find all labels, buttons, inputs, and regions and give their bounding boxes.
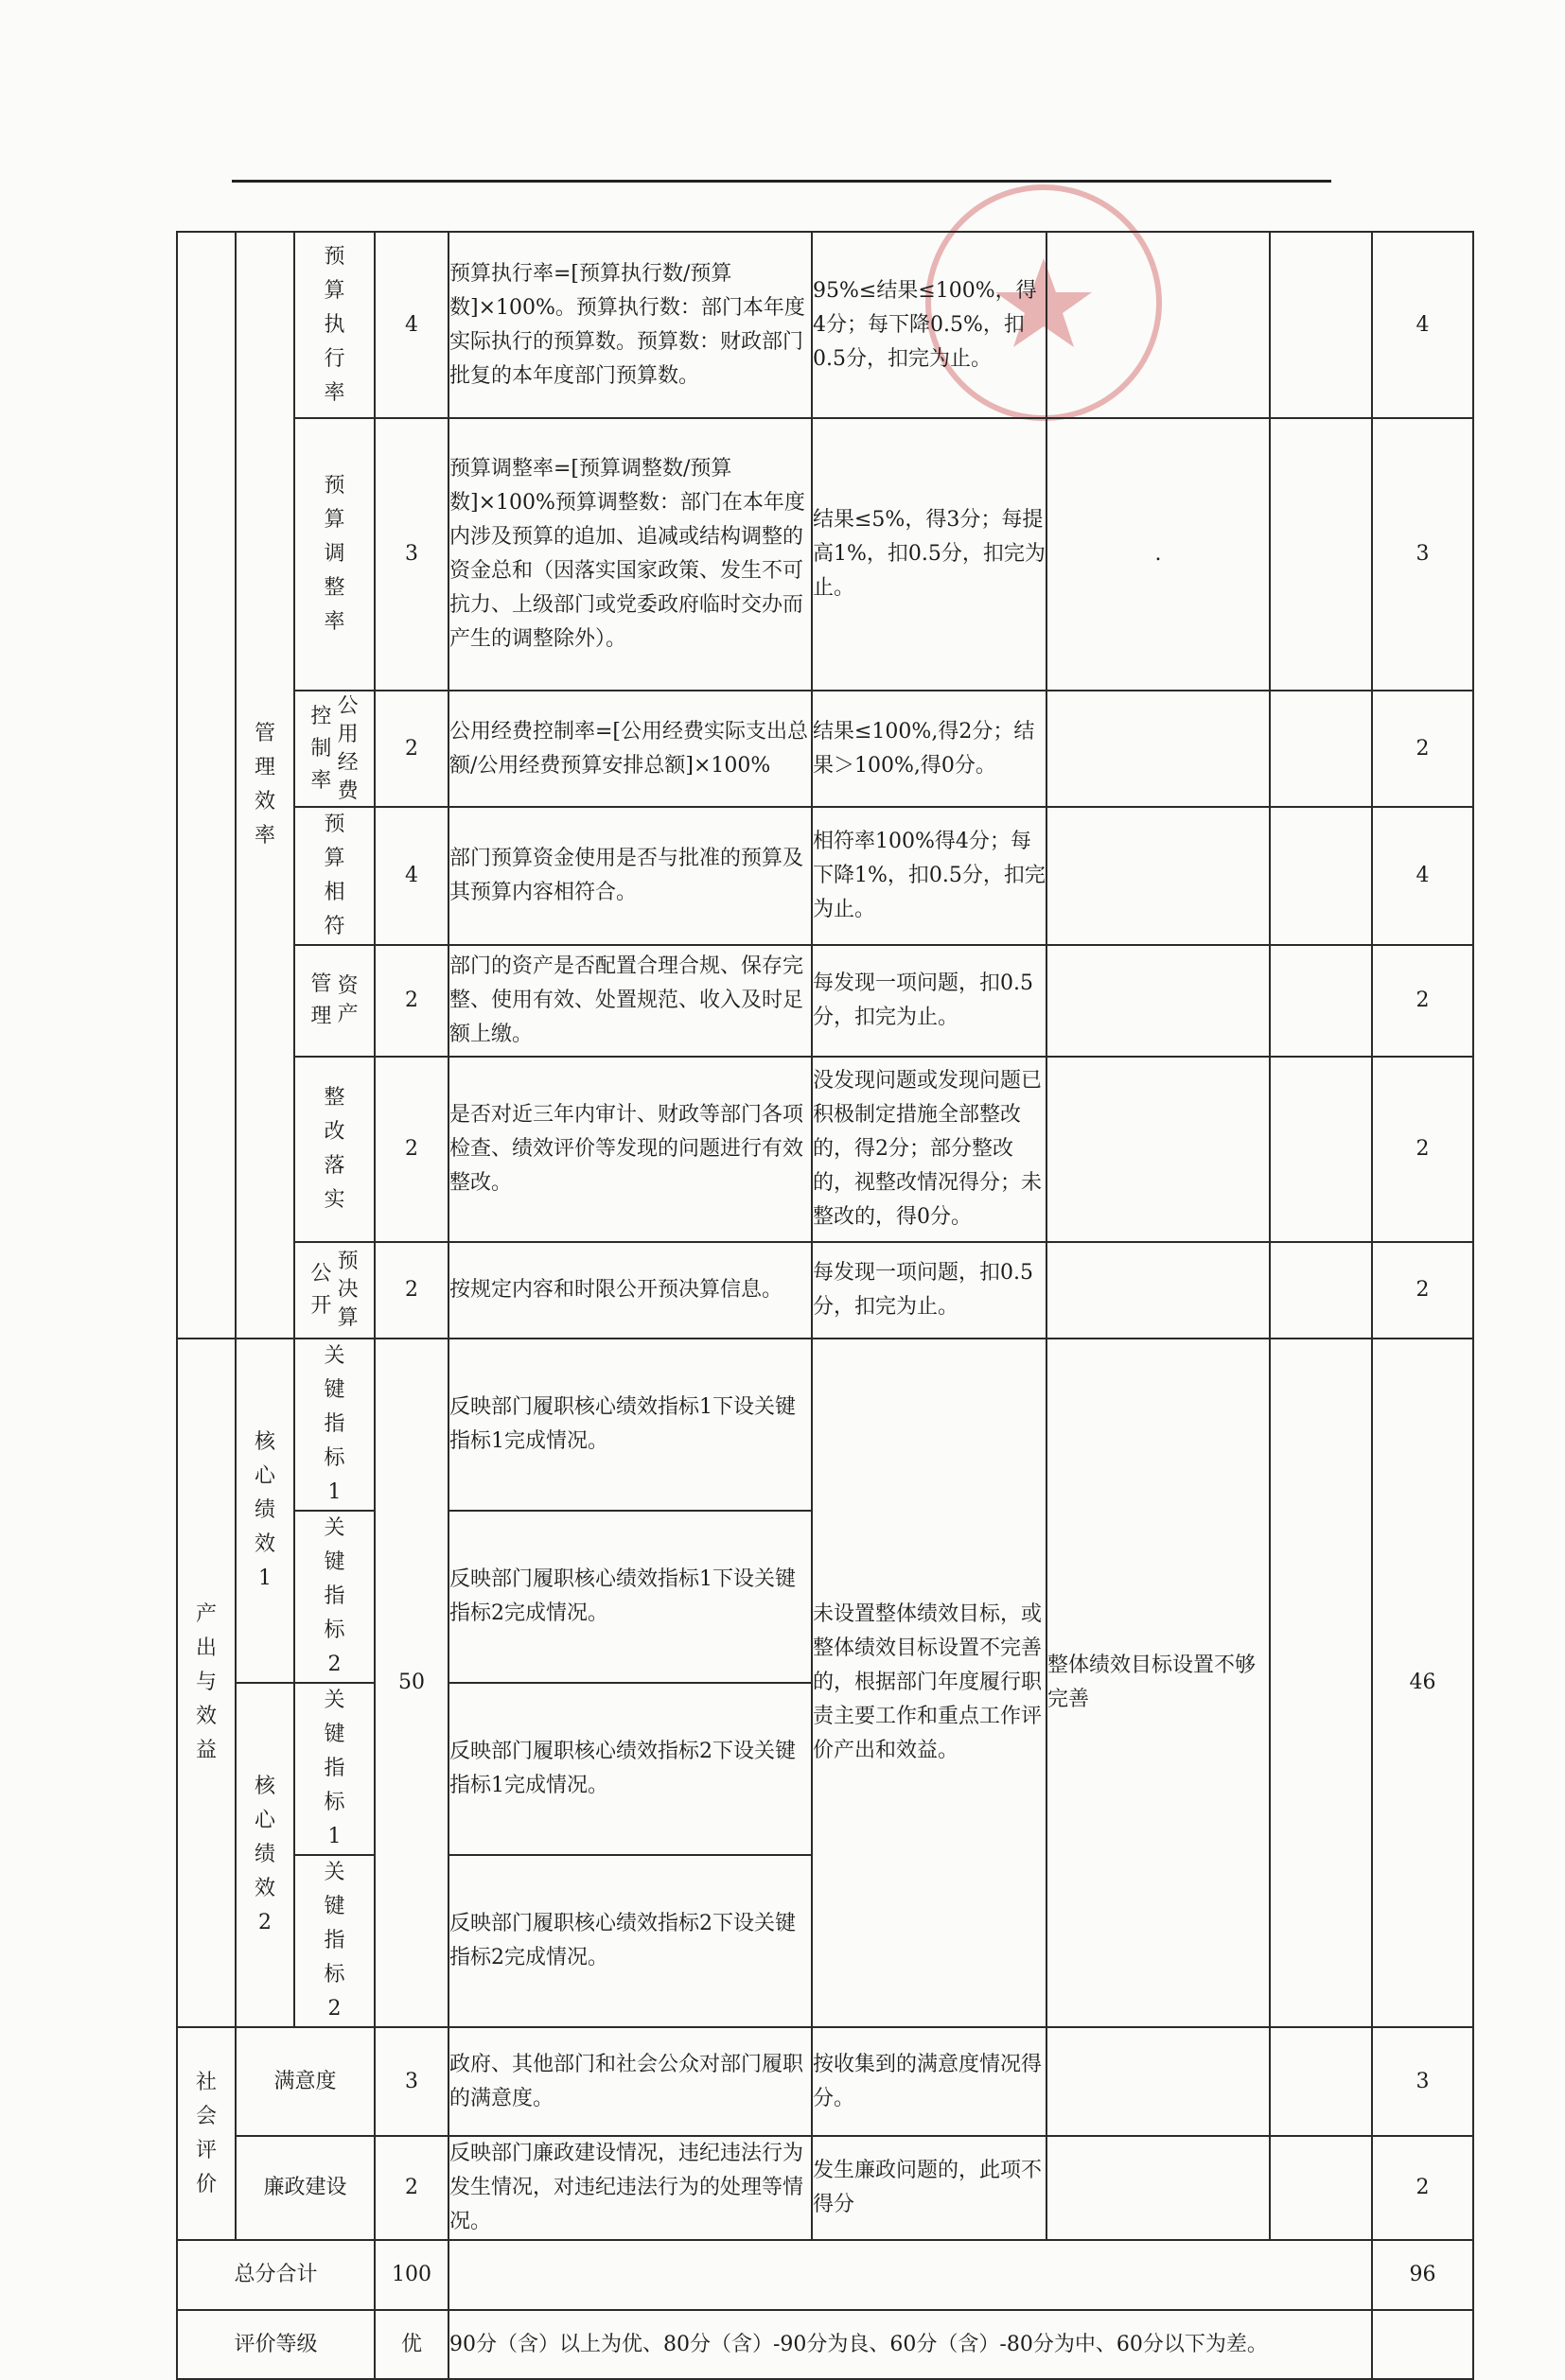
- score-cell: 3: [1372, 418, 1473, 691]
- row-budget-execution: [177, 232, 1473, 418]
- group-management-efficiency: 管理效率: [236, 232, 294, 1339]
- total-score: 96: [1372, 2240, 1473, 2310]
- output-weight-cell: 50: [375, 1339, 448, 2027]
- standard-cell: 每发现一项问题，扣0.5分，扣完为止。: [812, 945, 1046, 1057]
- score-cell: 2: [1372, 691, 1473, 807]
- problem-cell: [1046, 1057, 1270, 1242]
- weight-cell: 4: [375, 232, 448, 418]
- score-cell: 2: [1372, 945, 1473, 1057]
- output-score-cell: 46: [1372, 1339, 1473, 2027]
- indicator-budget-execution: 预算执行率: [294, 232, 375, 418]
- formula-cell: 反映部门履职核心绩效指标1下设关键指标2完成情况。: [448, 1511, 812, 1683]
- formula-cell: 反映部门廉政建设情况，违纪违法行为发生情况，对违纪违法行为的处理等情况。: [448, 2136, 812, 2240]
- weight-cell: 2: [375, 1242, 448, 1339]
- indicator-budget-disclosure: 公开 预决算: [294, 1242, 375, 1339]
- weight-cell: 3: [375, 2027, 448, 2136]
- problem-cell: [1046, 2027, 1270, 2136]
- indicator-satisfaction: 满意度: [236, 2027, 375, 2136]
- row-satisfaction: [177, 2027, 1473, 2136]
- blank-cell: [1270, 418, 1372, 691]
- row-budget-consistency: [177, 807, 1473, 945]
- formula-cell: 部门的资产是否配置合理合规、保存完整、使用有效、处置规范、收入及时足额上缴。: [448, 945, 812, 1057]
- total-weight: 100: [375, 2240, 448, 2310]
- score-cell: 2: [1372, 2136, 1473, 2240]
- indicator-key-1-2: 关键指标2: [294, 1511, 375, 1683]
- group-social-evaluation: 社会评价: [177, 2027, 236, 2240]
- problem-cell: [1046, 945, 1270, 1057]
- weight-cell: 4: [375, 807, 448, 945]
- row-budget-disclosure: [177, 1242, 1473, 1339]
- weight-cell: 2: [375, 691, 448, 807]
- problem-cell: [1046, 2136, 1270, 2240]
- formula-cell: 反映部门履职核心绩效指标1下设关键指标1完成情况。: [448, 1339, 812, 1511]
- row-rectification: [177, 1057, 1473, 1242]
- standard-cell: 相符率100%得4分；每下降1%，扣0.5分，扣完为止。: [812, 807, 1046, 945]
- row-total: [177, 2240, 1473, 2310]
- indicator-rectification: 整改落实: [294, 1057, 375, 1242]
- grade-value: 优: [375, 2310, 448, 2379]
- standard-cell: 结果≤100%,得2分；结果＞100%,得0分。: [812, 691, 1046, 807]
- formula-cell: 反映部门履职核心绩效指标2下设关键指标2完成情况。: [448, 1855, 812, 2027]
- formula-cell: 政府、其他部门和社会公众对部门履职的满意度。: [448, 2027, 812, 2136]
- weight-cell: 3: [375, 418, 448, 691]
- score-cell: 2: [1372, 1057, 1473, 1242]
- blank-cell: [448, 2240, 1372, 2310]
- group-output-benefit: 产出与效益: [177, 1339, 236, 2027]
- standard-cell: 95%≤结果≤100%，得4分；每下降0.5%，扣0.5分，扣完为止。: [812, 232, 1046, 418]
- standard-cell: 没发现问题或发现问题已积极制定措施全部整改的，得2分；部分整改的，视整改情况得分；未整改的，得0分。: [812, 1057, 1046, 1242]
- standard-cell: 结果≤5%，得3分；每提高1%，扣0.5分，扣完为止。: [812, 418, 1046, 691]
- grade-label: 评价等级: [177, 2310, 375, 2379]
- indicator-key-2-1: 关键指标1: [294, 1683, 375, 1855]
- score-cell: 4: [1372, 807, 1473, 945]
- formula-cell: 是否对近三年内审计、财政等部门各项检查、绩效评价等发现的问题进行有效整改。: [448, 1057, 812, 1242]
- weight-cell: 2: [375, 1057, 448, 1242]
- row-public-expense-control: [177, 691, 1473, 807]
- problem-cell: [1046, 691, 1270, 807]
- formula-cell: 预算执行率=[预算执行数/预算数]×100%。预算执行数：部门本年度实际执行的预算数。预算数：财政部门批复的本年度部门预算数。: [448, 232, 812, 418]
- subgroup-core-performance-2: 核心绩效2: [236, 1683, 294, 2027]
- formula-cell: 反映部门履职核心绩效指标2下设关键指标1完成情况。: [448, 1683, 812, 1855]
- total-label: 总分合计: [177, 2240, 375, 2310]
- blank-cell: [1270, 807, 1372, 945]
- first-level-cell-top: [177, 232, 236, 1339]
- indicator-integrity: 廉政建设: [236, 2136, 375, 2240]
- score-cell: 3: [1372, 2027, 1473, 2136]
- row-integrity: [177, 2136, 1473, 2240]
- standard-cell: 发生廉政问题的，此项不得分: [812, 2136, 1046, 2240]
- standard-cell: 按收集到的满意度情况得分。: [812, 2027, 1046, 2136]
- formula-cell: 按规定内容和时限公开预决算信息。: [448, 1242, 812, 1339]
- indicator-budget-adjustment: 预算调整率: [294, 418, 375, 691]
- blank-cell: [1270, 1242, 1372, 1339]
- blank-cell: [1270, 1057, 1372, 1242]
- standard-cell: 每发现一项问题，扣0.5分，扣完为止。: [812, 1242, 1046, 1339]
- subgroup-core-performance-1: 核心绩效1: [236, 1339, 294, 1683]
- output-standard-cell: 未设置整体绩效目标，或整体绩效目标设置不完善的，根据部门年度履行职责主要工作和重点工作评价产出和效益。: [812, 1339, 1046, 2027]
- weight-cell: 2: [375, 945, 448, 1057]
- grade-description: 90分（含）以上为优、80分（含）-90分为良、60分（含）-80分为中、60分以下为差。: [448, 2310, 1372, 2379]
- indicator-budget-consistency: 预算相符: [294, 807, 375, 945]
- blank-cell: [1270, 1339, 1372, 2027]
- formula-cell: 公用经费控制率=[公用经费实际支出总额/公用经费预算安排总额]×100%: [448, 691, 812, 807]
- output-problem-cell: 整体绩效目标设置不够完善: [1046, 1339, 1270, 2027]
- row-core1-key1: [177, 1339, 1473, 1511]
- problem-cell: [1046, 232, 1270, 418]
- blank-cell: [1270, 691, 1372, 807]
- problem-cell: .: [1046, 418, 1270, 691]
- row-grade: [177, 2310, 1473, 2379]
- blank-cell: [1270, 2136, 1372, 2240]
- score-cell: 2: [1372, 1242, 1473, 1339]
- blank-cell: [1372, 2310, 1473, 2379]
- evaluation-table: [176, 231, 1474, 2380]
- indicator-asset-management: 管理 资产: [294, 945, 375, 1057]
- formula-cell: 部门预算资金使用是否与批准的预算及其预算内容相符合。: [448, 807, 812, 945]
- indicator-public-expense-control: 控制率 公用经费: [294, 691, 375, 807]
- indicator-key-1-1: 关键指标1: [294, 1339, 375, 1511]
- blank-cell: [1270, 232, 1372, 418]
- blank-cell: [1270, 2027, 1372, 2136]
- problem-cell: [1046, 807, 1270, 945]
- indicator-key-2-2: 关键指标2: [294, 1855, 375, 2027]
- problem-cell: [1046, 1242, 1270, 1339]
- score-cell: 4: [1372, 232, 1473, 418]
- formula-cell: 预算调整率=[预算调整数/预算数]×100%预算调整数：部门在本年度内涉及预算的追加、追减或结构调整的资金总和（因落实国家政策、发生不可抗力、上级部门或党委政府临时交办而产生的调整除外）。: [448, 418, 812, 691]
- row-budget-adjustment: [177, 418, 1473, 691]
- weight-cell: 2: [375, 2136, 448, 2240]
- blank-cell: [1270, 945, 1372, 1057]
- row-asset-management: [177, 945, 1473, 1057]
